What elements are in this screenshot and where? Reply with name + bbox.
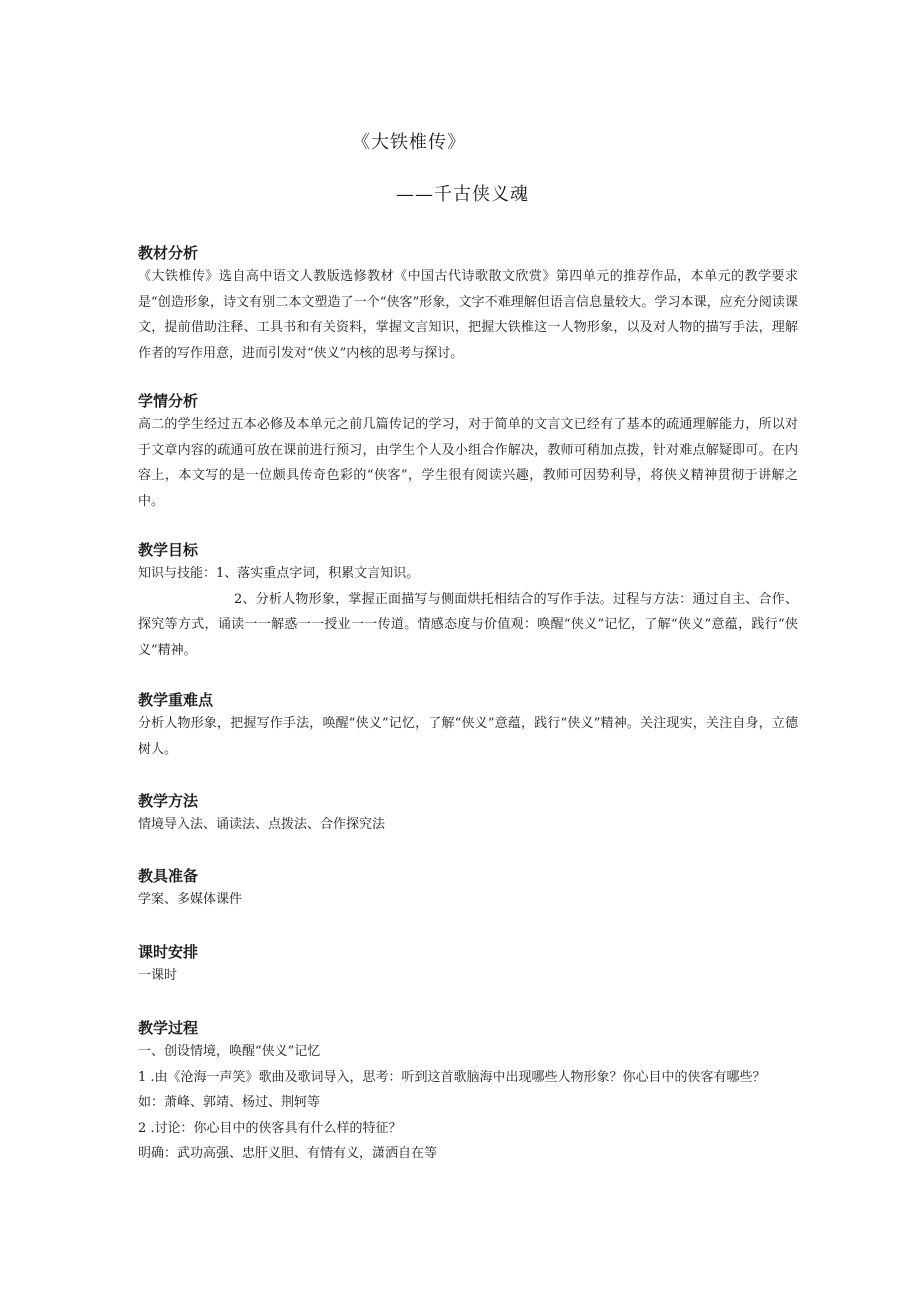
section-paragraph: 学案、多媒体课件 (138, 892, 243, 907)
section-paragraph: 《大铁椎传》选自高中语文人教版选修教材《中国古代诗歌散文欣赏》第四单元的推荐作品，本单元的教学要求是“创造形象，诗文有别二本文塑造了一个“侠客”形象，文字不难理解但语言信息量较大。学习本课，应充分阅读课文，提前借助注释、工具书和有关资料，掌握文言知识，把握大铁椎这一人物形象，以及对人物的描写手法，理解作者的写作用意，进而引发对“侠义”内核的思考与探讨。 (138, 269, 798, 361)
section-textbook-analysis (138, 242, 798, 366)
document-title: 《大铁椎传》 (352, 132, 466, 153)
section-teaching-aids (138, 865, 798, 913)
section-heading: 课时安排 (138, 943, 199, 961)
section-heading: 教学方法 (138, 792, 199, 810)
section-student-analysis (138, 390, 798, 514)
section-class-hours (138, 941, 798, 989)
section-heading: 教具准备 (138, 867, 199, 885)
section-paragraph: 一、创设情境，唤醒“侠义”记忆 (138, 1044, 321, 1059)
section-heading: 教学目标 (138, 541, 199, 559)
section-paragraph: 分析人物形象，把握写作手法，唤醒“侠义”记忆，了解“侠义”意蕴，践行“侠义”精神。关注现实，关注自身，立德树人。 (138, 716, 798, 757)
section-teaching-process (138, 1017, 798, 1167)
section-heading: 教材分析 (138, 244, 199, 262)
document-subtitle: ——千古侠义魂 (396, 184, 529, 205)
section-heading: 学情分析 (138, 392, 199, 410)
section-heading: 教学重难点 (138, 691, 214, 709)
section-heading: 教学过程 (138, 1019, 199, 1037)
section-paragraph: 明确：武功高强、忠肝义胆、有情有义，潇洒自在等 (138, 1146, 438, 1161)
section-paragraph: 如：萧峰、郭靖、杨过、荆轲等 (138, 1095, 321, 1110)
section-paragraph: 一课时 (138, 968, 178, 983)
section-paragraph: 高二的学生经过五本必修及本单元之前几篇传记的学习，对于简单的文言文已经有了基本的疏通理解能力，所以对于文章内容的疏通可放在课前进行预习，由学生个人及小组合作解决，教师可稍加点拨，针对难点解疑即可。在内容上，本文写的是一位颇具传奇色彩的“侠客”，学生很有阅读兴趣，教师可因势利导，将侠义精神贯彻于讲解之中。 (138, 417, 798, 509)
section-paragraph: 2 .讨论：你心目中的侠客具有什么样的特征？ (138, 1120, 402, 1136)
section-paragraph: 2、分析人物形象，掌握正面描写与侧面烘托相结合的写作手法。过程与方法：通过自主、合作、探究等方式，诵读一一解惑一一授业一一传道。情感态度与价值观：唤醒“侠义”记忆，了解“侠义”意蕴，践行“侠义”精神。 (138, 591, 798, 658)
section-paragraph: 1 .由《沧海一声笑》歌曲及歌词导入，思考：听到这首歌脑海中出现哪些人物形象？你心目中的侠客有哪些？ (138, 1069, 766, 1085)
section-teaching-methods (138, 790, 798, 838)
section-key-difficulties (138, 689, 798, 762)
section-paragraph: 知识与技能：1、落实重点字词，积累文言知识。 (138, 566, 420, 581)
section-paragraph: 情境导入法、诵读法、点拨法、合作探究法 (138, 817, 386, 832)
section-teaching-objectives (138, 539, 798, 663)
